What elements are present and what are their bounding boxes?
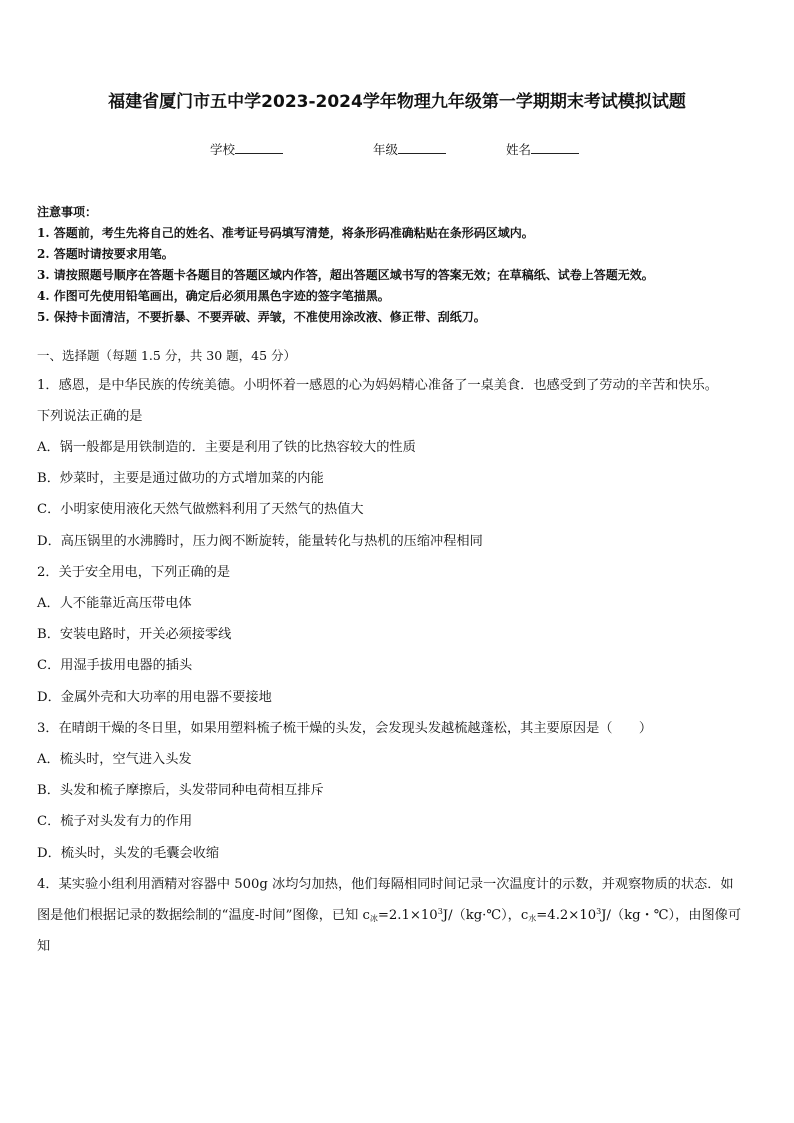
question-4-stem: 4．某实验小组利用酒精对容器中 500g 冰均匀加热，他们每隔相同时间记录一次温度计的示数，并观察物质的状态．如 [37,877,734,892]
note-item: 4. 作图可先使用铅笔画出，确定后必须用黑色字迹的签字笔描黑。 [37,289,390,303]
school-blank[interactable] [235,141,283,154]
question-4-stem-end: 知 [37,939,51,954]
school-field[interactable] [210,140,283,158]
page-title: 福建省厦门市五中学2023-2024学年物理九年级第一学期期末考试模拟试题 [108,92,686,112]
question-2-stem: 2．关于安全用电，下列正确的是 [37,565,231,580]
q4-text: =2.1×10 [377,908,438,923]
name-label: 姓名 [506,142,532,157]
note-item: 1. 答题前，考生先将自己的姓名、准考证号码填写清楚，将条形码准确粘贴在条形码区域内。 [37,226,534,240]
q4-sub-water: 水 [528,914,537,923]
q4-sub-ice: 冰 [369,914,378,923]
school-label: 学校 [210,142,236,157]
q2-option-b: B．安装电路时，开关必须接零线 [37,627,232,642]
q4-sup: 3 [596,907,602,916]
q4-text: 图是他们根据记录的数据绘制的“温度-时间”图像，已知 c [37,908,370,923]
q2-option-d: D．金属外壳和大功率的用电器不要接地 [37,690,272,705]
q3-option-a: A．梳头时，空气进入头发 [37,752,192,767]
grade-label: 年级 [373,142,399,157]
q1-option-a: A．锅一般都是用铁制造的．主要是利用了铁的比热容较大的性质 [37,440,416,455]
name-blank[interactable] [531,141,579,154]
question-3-stem: 3．在晴朗干燥的冬日里，如果用塑料梳子梳干燥的头发，会发现头发越梳越蓬松，其主要原因是（ ） [37,721,653,736]
q2-option-c: C．用湿手拔用电器的插头 [37,658,193,673]
q1-option-d: D．高压锅里的水沸腾时，压力阀不断旋转，能量转化与热机的压缩冲程相同 [37,534,483,549]
q3-option-c: C．梳子对头发有力的作用 [37,814,193,829]
section-heading: 一、选择题（每题 1.5 分，共 30 题，45 分） [37,348,297,363]
notes-heading: 注意事项： [37,205,98,219]
notes-block [37,202,767,328]
q4-text: J/（kg・℃），由图像可 [601,908,742,923]
question-1-stem: 1．感恩，是中华民族的传统美德。小明怀着一感恩的心为妈妈精心准备了一桌美食．也感受到了劳动的辛苦和快乐。 [37,378,718,393]
q1-option-b: B．炒菜时，主要是通过做功的方式增加菜的内能 [37,471,324,486]
q4-text: J/（kg·℃），c [442,908,529,923]
grade-field[interactable] [373,140,446,158]
q4-sup: 3 [437,907,443,916]
q3-option-b: B．头发和梳子摩擦后，头发带同种电荷相互排斥 [37,783,324,798]
name-field[interactable] [506,140,579,158]
q1-option-c: C．小明家使用液化天然气做燃料利用了天然气的热值大 [37,502,364,517]
question-4-stem-cont [37,904,741,924]
note-item: 2. 答题时请按要求用笔。 [37,247,174,261]
q2-option-a: A．人不能靠近高压带电体 [37,596,192,611]
grade-blank[interactable] [398,141,446,154]
note-item: 5. 保持卡面清洁，不要折暴、不要弄破、弄皱，不准使用涂改液、修正带、刮纸刀。 [37,310,486,324]
q3-option-d: D．梳头时，头发的毛囊会收缩 [37,846,220,861]
question-1-stem-cont: 下列说法正确的是 [37,409,143,424]
q4-text: =4.2×10 [536,908,597,923]
note-item: 3. 请按照题号顺序在答题卡各题目的答题区域内作答，超出答题区域书写的答案无效；在草稿纸、试卷上答题无效。 [37,268,654,282]
